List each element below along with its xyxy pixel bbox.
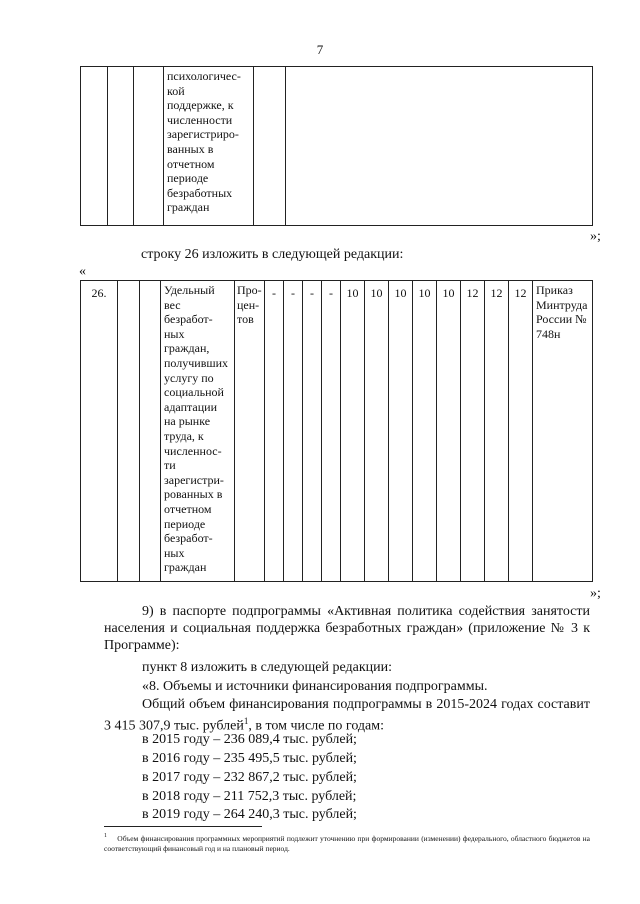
value-cell: 10 xyxy=(389,281,413,582)
table-cell xyxy=(254,67,286,226)
table-cell xyxy=(108,67,134,226)
text-line: граждан, xyxy=(164,341,210,356)
opening-quote: « xyxy=(79,264,86,279)
text-line: отчетном xyxy=(164,501,212,516)
text-line: вес xyxy=(164,297,181,312)
value-cell: 10 xyxy=(341,281,365,582)
source-cell xyxy=(533,281,593,582)
text-line: периоде xyxy=(164,516,206,531)
total-financing-text: Общий объем финансирования подпрограммы в 2015-2024 годах составит 3 415 307,9 тыс. рублей xyxy=(104,697,590,734)
value-cell: 12 xyxy=(485,281,509,582)
text-line: России № xyxy=(536,312,587,327)
text-line: тов xyxy=(237,312,254,327)
text-line: Про- xyxy=(237,283,262,297)
text-line: безработ- xyxy=(164,531,213,546)
text-line: кой xyxy=(167,83,185,98)
text-line: труда, к xyxy=(164,428,204,443)
text-line: безработ- xyxy=(164,312,213,327)
table-cell xyxy=(118,281,140,582)
text-line: зарегистриро- xyxy=(167,127,239,142)
text-line: отчетном xyxy=(167,156,215,171)
text-line: цен- xyxy=(237,297,260,312)
value-cell: 10 xyxy=(413,281,437,582)
instruction-line: строку 26 изложить в следующей редакции: xyxy=(141,247,404,262)
paragraph-heading-8: «8. Объемы и источники финансирования подпрограммы. xyxy=(142,679,488,694)
unit-cell xyxy=(235,281,265,582)
text-line: граждан xyxy=(167,200,210,215)
text-line: ных xyxy=(164,326,185,341)
paragraph-point-8: пункт 8 изложить в следующей редакции: xyxy=(142,660,392,675)
indicator-name-cell xyxy=(164,67,254,226)
text-line: численнос- xyxy=(164,443,222,458)
footnote-text: Объем финансирования программных мероприятий подлежит уточнению при формировании (изменении) федерального, областного бюджетов на соответствующий финансовый год и на плановый период. xyxy=(104,833,591,853)
paragraph-total-financing xyxy=(104,696,590,735)
year-line: в 2018 году – 211 752,3 тыс. рублей; xyxy=(142,789,357,804)
table-cell xyxy=(286,67,593,226)
value-cell: - xyxy=(265,281,284,582)
page-number: 7 xyxy=(316,42,324,57)
closing-quote: »; xyxy=(590,586,601,601)
value-cell: 12 xyxy=(461,281,485,582)
footnote xyxy=(104,831,590,854)
text-line: ных xyxy=(164,545,185,560)
total-financing-text-end: , в том числе по годам: xyxy=(248,718,384,734)
table-cell xyxy=(134,67,164,226)
year-line: в 2015 году – 236 089,4 тыс. рублей; xyxy=(142,732,357,747)
text-line: зарегистри- xyxy=(164,472,224,487)
value-cell: - xyxy=(284,281,303,582)
footnote-mark: 1 xyxy=(104,833,107,839)
value-cell: 10 xyxy=(437,281,461,582)
text-line: рованных в xyxy=(164,487,223,502)
year-line: в 2019 году – 264 240,3 тыс. рублей; xyxy=(142,807,357,822)
text-line: поддержке, к xyxy=(167,98,234,113)
value-cell: - xyxy=(303,281,322,582)
table-cell xyxy=(140,281,161,582)
text-line: ванных в xyxy=(167,141,214,156)
text-line: Приказ xyxy=(536,283,573,297)
footnote-ref: 1 xyxy=(243,716,249,726)
text-line: психологичес- xyxy=(167,69,241,83)
year-line: в 2017 году – 232 867,2 тыс. рублей; xyxy=(142,770,357,785)
table-cell xyxy=(81,67,108,226)
text-line: социальной xyxy=(164,385,224,400)
indicators-table-row-26 xyxy=(80,280,593,582)
text-line: граждан xyxy=(164,560,207,575)
indicators-table-continuation xyxy=(80,66,593,226)
text-line: ти xyxy=(164,458,176,473)
text-line: численности xyxy=(167,112,233,127)
year-line: в 2016 году – 235 495,5 тыс. рублей; xyxy=(142,751,357,766)
text-line: Минтруда xyxy=(536,297,588,312)
text-line: адаптации xyxy=(164,399,218,414)
closing-quote: »; xyxy=(590,229,601,244)
text-line: периоде xyxy=(167,171,209,186)
value-cell: 10 xyxy=(365,281,389,582)
text-line: получивших xyxy=(164,355,229,370)
indicator-name-cell xyxy=(161,281,235,582)
value-cell: 12 xyxy=(509,281,533,582)
text-line: безработных xyxy=(167,185,233,200)
text-line: на рынке xyxy=(164,414,211,429)
footnote-divider xyxy=(104,826,262,827)
text-line: 748н xyxy=(536,326,561,341)
value-cell: - xyxy=(322,281,341,582)
text-line: Удельный xyxy=(164,283,215,297)
row-number: 26. xyxy=(81,281,118,582)
text-line: услугу по xyxy=(164,370,214,385)
paragraph-subprogram-passport: 9) в паспорте подпрограммы «Активная политика содействия занятости населения и социальная поддержка безработных граждан» (приложение № 3 к Программе): xyxy=(104,604,590,653)
